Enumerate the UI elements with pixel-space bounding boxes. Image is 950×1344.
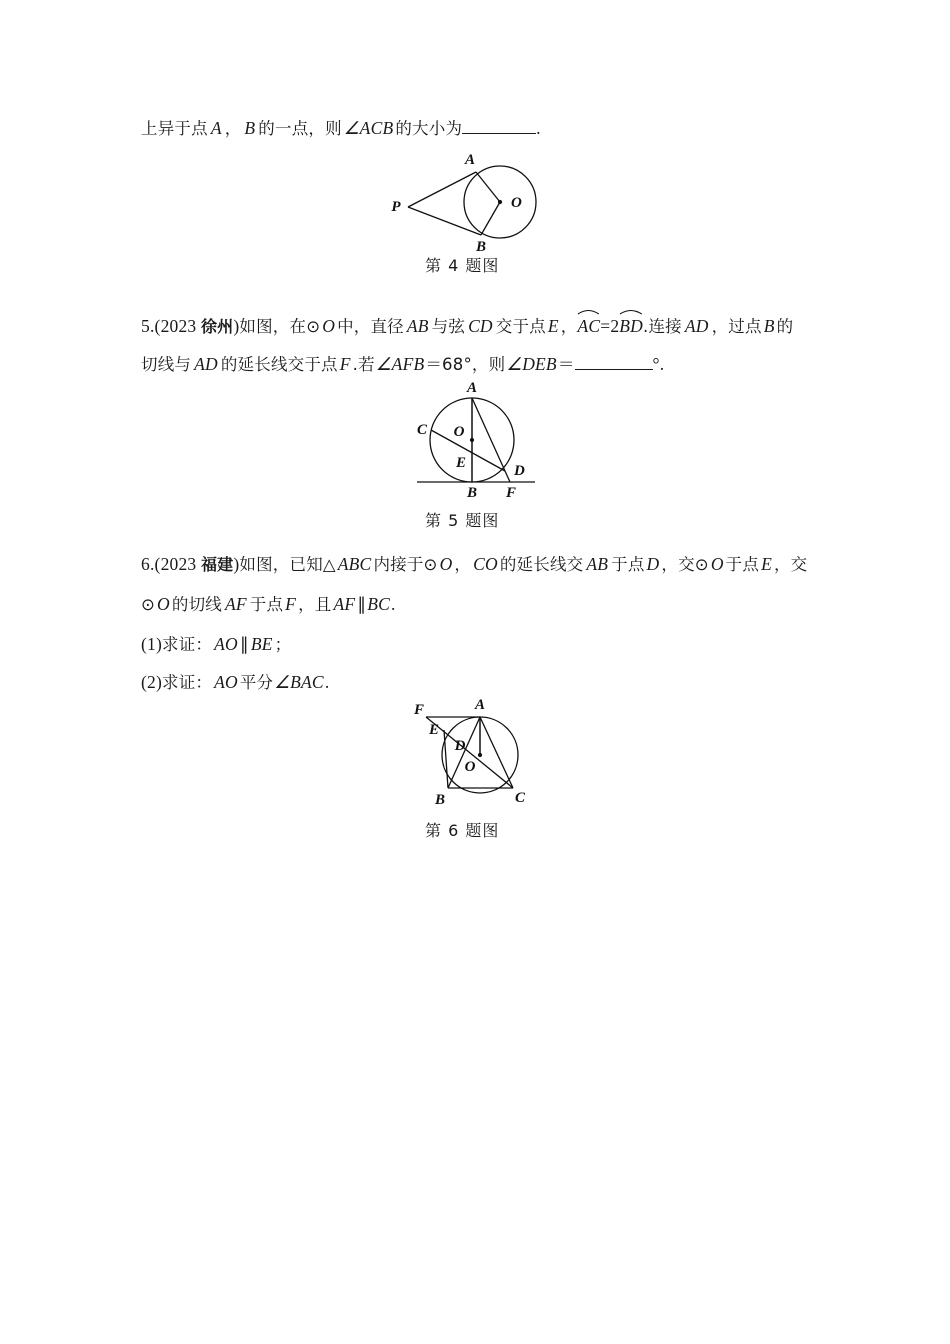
- p5-arc-ac: AC: [577, 316, 601, 336]
- p6b-var-o: O: [157, 594, 170, 614]
- p6-t7: 于点: [725, 555, 760, 574]
- p6-t3: ，: [454, 555, 472, 574]
- p6-var-d: D: [646, 554, 660, 574]
- problem6-subquestion-2: [141, 669, 329, 696]
- label-d-fig5: D: [514, 463, 525, 479]
- p6-var-ab: AB: [586, 554, 609, 574]
- p5-var-b: B: [763, 316, 775, 336]
- p5b-t3: .若: [352, 355, 375, 374]
- p5-t6: .连接: [643, 317, 682, 336]
- p5b-period: .: [659, 354, 665, 374]
- segment-ob-fig4: [481, 202, 500, 235]
- p6-sub2-b: ∠BAC: [274, 672, 324, 692]
- p4-comma-1: ，: [224, 119, 242, 138]
- p6b-var-af2: AF: [333, 594, 356, 614]
- label-b-fig4: B: [475, 239, 487, 255]
- p5-arc-bd: BD: [619, 316, 644, 336]
- caption-figure-5: 第 5 题图: [425, 511, 500, 530]
- p5-answer-blank[interactable]: [575, 354, 653, 370]
- p6-sub2-terminator: .: [324, 672, 330, 692]
- p4-var-b: B: [244, 118, 256, 138]
- segment-ac-fig6: [480, 717, 513, 788]
- arc-symbol-bd-icon: [619, 308, 643, 315]
- label-a-fig4: A: [464, 152, 476, 168]
- p5b-angle-afb: ∠AFB: [375, 354, 425, 374]
- caption-figure-6: 第 6 题图: [425, 821, 500, 840]
- p6b-parallel-symbol: ∥: [357, 594, 367, 614]
- p5-var-ab: AB: [406, 316, 429, 336]
- p6-t5: 于点: [611, 555, 645, 574]
- p6-sub1-prefix: 求证：: [162, 635, 213, 654]
- label-a-fig6: A: [474, 697, 486, 713]
- p5-paren-close: ): [233, 316, 240, 336]
- p6-t6: ，交⊙: [661, 555, 709, 574]
- p6-var-o: O: [439, 554, 453, 574]
- p6-t8: ，交: [773, 555, 808, 574]
- p6-var-e: E: [761, 554, 772, 574]
- p6-sub1-terminator: ；: [274, 635, 292, 654]
- p6b-t3: 于点: [249, 595, 284, 614]
- segment-cd-chord-fig5: [431, 430, 505, 471]
- p6-sub1-b: BE: [250, 634, 273, 654]
- p5-var-ad: AD: [684, 316, 709, 336]
- problem4-continuation-line: [141, 115, 541, 142]
- p6-sub1-a: AO: [214, 634, 238, 654]
- problem6-subquestion-1: [141, 631, 291, 658]
- label-p-fig4: P: [391, 199, 401, 215]
- p6b-var-af: AF: [224, 594, 247, 614]
- p6-sub1-index: (1): [141, 634, 163, 654]
- p4-period: .: [536, 118, 541, 138]
- p6b-var-bc: BC: [367, 594, 390, 614]
- caption-figure-4: 第 4 题图: [425, 256, 500, 275]
- p5-t1: 如图，在⊙: [239, 317, 321, 336]
- p5-var-cd: CD: [468, 316, 493, 336]
- p6-sub2-index: (2): [141, 672, 163, 692]
- p6-var-o2: O: [710, 554, 724, 574]
- p5-paren-open: (: [154, 316, 161, 336]
- p5-t5: ，: [560, 317, 578, 336]
- problem5-line-2: [141, 351, 664, 378]
- label-c-fig5: C: [416, 422, 428, 438]
- segment-oa-fig4: [476, 172, 500, 202]
- p6-year: 2023: [160, 554, 197, 574]
- problem6-line-1: [141, 551, 807, 578]
- p6b-t4: ，且: [298, 595, 332, 614]
- p5b-angle-deb: ∠DEB: [506, 354, 557, 374]
- arc-bd-notation: [619, 311, 643, 339]
- p5b-t4: ＝68°，则: [425, 355, 506, 374]
- p5-year: 2023: [160, 316, 197, 336]
- p6-t2: 内接于⊙: [373, 555, 438, 574]
- label-c-fig6: C: [514, 790, 526, 806]
- p5-t8: 的: [776, 317, 794, 336]
- p5b-var-ad: AD: [194, 354, 218, 374]
- p5b-t1: 切线与: [141, 355, 192, 374]
- p6-t1: 如图，已知△: [239, 555, 336, 574]
- label-o-fig6: O: [464, 759, 476, 775]
- p5b-degree: °: [652, 354, 660, 374]
- p5-t4: 交于点: [495, 317, 546, 336]
- segment-cof-fig6: [426, 717, 513, 788]
- label-e-fig5: E: [455, 455, 467, 471]
- p6-number: 6.: [141, 554, 155, 574]
- p4-text-3: 的大小为: [395, 119, 463, 138]
- p6b-period: .: [390, 594, 396, 614]
- label-b-fig5: B: [466, 485, 478, 501]
- p5b-t5: ＝: [557, 355, 575, 374]
- arc-ac-notation: [577, 311, 600, 339]
- p5-t3: 与弦: [431, 317, 466, 336]
- label-a-fig5: A: [466, 380, 478, 396]
- problem5-line-1: [141, 311, 793, 340]
- p5-var-o: O: [322, 316, 336, 336]
- p5b-var-f: F: [339, 354, 351, 374]
- p5-t7: ，过点: [711, 317, 762, 336]
- label-o-fig5: O: [453, 424, 465, 440]
- p6-sub2-a: AO: [214, 672, 238, 692]
- segment-adf-fig5: [472, 398, 510, 482]
- label-d-fig6: D: [454, 738, 466, 754]
- p5-number: 5.: [141, 316, 155, 336]
- label-b-fig6: B: [434, 792, 446, 808]
- p4-var-a: A: [210, 118, 222, 138]
- p4-text-1: 上异于点: [141, 119, 208, 138]
- p6-paren-close: ): [233, 554, 240, 574]
- p5-eq: =2: [600, 316, 620, 336]
- p6-var-co: CO: [473, 554, 498, 574]
- label-f-fig6: F: [413, 702, 425, 718]
- label-f-fig5: F: [505, 485, 517, 501]
- p6-var-abc: ABC: [337, 554, 372, 574]
- p4-text-2: 的一点，则: [258, 119, 342, 138]
- figure-problem-6: [408, 692, 568, 817]
- p6-t4: 的延长线交: [499, 555, 584, 574]
- p6-sub1-parallel-symbol: ∥: [239, 634, 249, 654]
- p6b-var-f: F: [285, 594, 297, 614]
- p4-answer-blank[interactable]: [462, 118, 536, 134]
- p6-city: 福建: [200, 555, 234, 574]
- p6-sub2-prefix: 求证：: [162, 673, 213, 692]
- p4-angle-acb: ∠ACB: [343, 118, 394, 138]
- p5b-t2: 的延长线交于点: [220, 355, 338, 374]
- p6b-t2: 的切线: [171, 595, 222, 614]
- p5-city: 徐州: [200, 317, 234, 336]
- arc-symbol-ac-icon: [577, 308, 600, 315]
- figure-problem-4: [380, 150, 570, 255]
- p6-paren-open: (: [154, 554, 161, 574]
- problem6-line-2: [141, 591, 396, 618]
- p6b-t1: ⊙: [141, 595, 156, 614]
- p5-t2: 中，直径: [337, 317, 404, 336]
- p5-var-e: E: [547, 316, 559, 336]
- label-o-fig4: O: [511, 195, 522, 211]
- figure-problem-5: [395, 378, 555, 503]
- label-e-fig6: E: [428, 722, 440, 738]
- p6-sub2-middle: 平分: [239, 673, 274, 692]
